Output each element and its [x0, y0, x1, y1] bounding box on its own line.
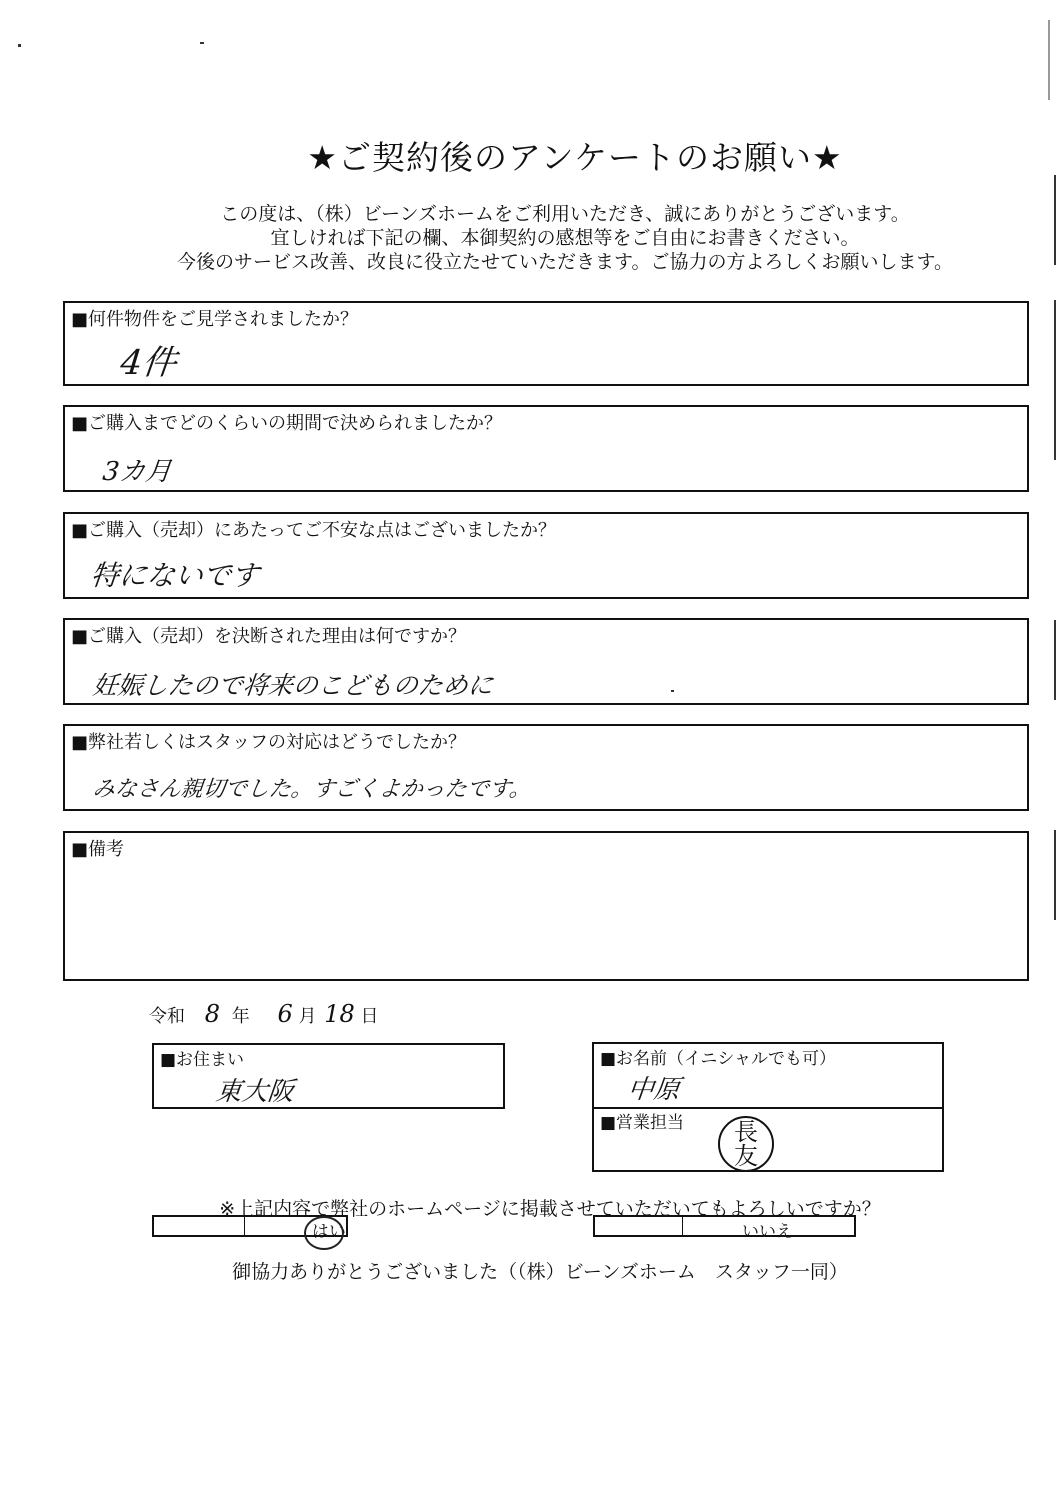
selection-circle [304, 1216, 344, 1250]
answer-handwritten[interactable]: 3カ月 [101, 457, 173, 487]
name-and-rep-box [592, 1042, 944, 1172]
answer-handwritten[interactable]: 特にないです [89, 559, 261, 592]
date-day[interactable]: 18 [324, 1000, 355, 1028]
scan-artifact [18, 44, 21, 47]
date-year[interactable]: 8 [204, 1000, 221, 1028]
page-title: ★ご契約後のアンケートのお願い★ [307, 138, 843, 177]
sales-rep-label: ■営業担当 [600, 1113, 685, 1133]
address-box [152, 1043, 505, 1109]
scan-artifact [1054, 620, 1056, 700]
question-box-viewings [63, 301, 1029, 386]
name-label: ■お名前（イニシャルでも可） [600, 1049, 837, 1069]
date-month-unit: 月 [298, 1006, 317, 1027]
remarks-label: ■備考 [71, 839, 125, 860]
intro-line-3: 今後のサービス改善、改良に役立たせていただきます。ご協力の方よろしくお願いします。 [177, 251, 953, 273]
yes-label: はい [312, 1222, 346, 1242]
remarks-box [63, 831, 1029, 981]
name-value[interactable]: 中原 [626, 1075, 682, 1105]
question-box-reason [63, 618, 1029, 705]
answer-handwritten[interactable]: 妊娠したので将来のこどものために [91, 671, 495, 700]
scan-artifact [1048, 20, 1050, 100]
scan-artifact [1054, 300, 1056, 460]
consent-yes-option[interactable] [152, 1215, 348, 1242]
question-label: ■何件物件をご見学されましたか？ [71, 309, 359, 330]
question-label: ■弊社若しくはスタッフの対応はどうでしたか？ [71, 732, 467, 753]
question-label: ■ご購入（売却）を決断された理由は何ですか？ [71, 626, 467, 647]
date-month[interactable]: 6 [277, 1000, 293, 1028]
no-label: いいえ [742, 1222, 793, 1242]
scan-artifact [200, 42, 204, 44]
scan-artifact [1054, 175, 1056, 265]
date-year-unit: 年 [231, 1006, 250, 1027]
consent-question: ※上記内容で弊社のホームページに掲載させていただいてもよろしいですか？ [219, 1198, 881, 1220]
date-era: 令和 [149, 1006, 185, 1027]
address-label: ■お住まい [160, 1050, 245, 1070]
address-value[interactable]: 東大阪 [214, 1077, 296, 1107]
question-box-duration [63, 405, 1029, 492]
date-day-unit: 日 [360, 1006, 379, 1027]
question-label: ■ご購入（売却）にあたってご不安な点はございましたか？ [71, 520, 557, 541]
scan-artifact [1054, 830, 1056, 920]
intro-line-1: この度は、（株）ビーンズホームをご利用いただき、誠にありがとうございます。 [220, 203, 910, 225]
answer-handwritten[interactable]: 4件 [118, 343, 179, 383]
sales-rep-stamp [718, 1116, 774, 1172]
question-box-staff-response [63, 724, 1029, 811]
footer-thanks: 御協力ありがとうございました（（株）ビーンズホーム スタッフ一同） [232, 1261, 848, 1283]
stamp-text: 長友 [734, 1118, 758, 1170]
question-box-concerns [63, 512, 1029, 599]
date-row [149, 1000, 379, 1028]
intro-line-2: 宜しければ下記の欄、本御契約の感想等をご自由にお書きください。 [270, 227, 860, 249]
consent-no-option[interactable] [593, 1215, 856, 1242]
question-label: ■ご購入までどのくらいの期間で決められましたか？ [71, 413, 503, 434]
answer-handwritten[interactable]: みなさん親切でした。すごくよかったです。 [91, 777, 533, 802]
